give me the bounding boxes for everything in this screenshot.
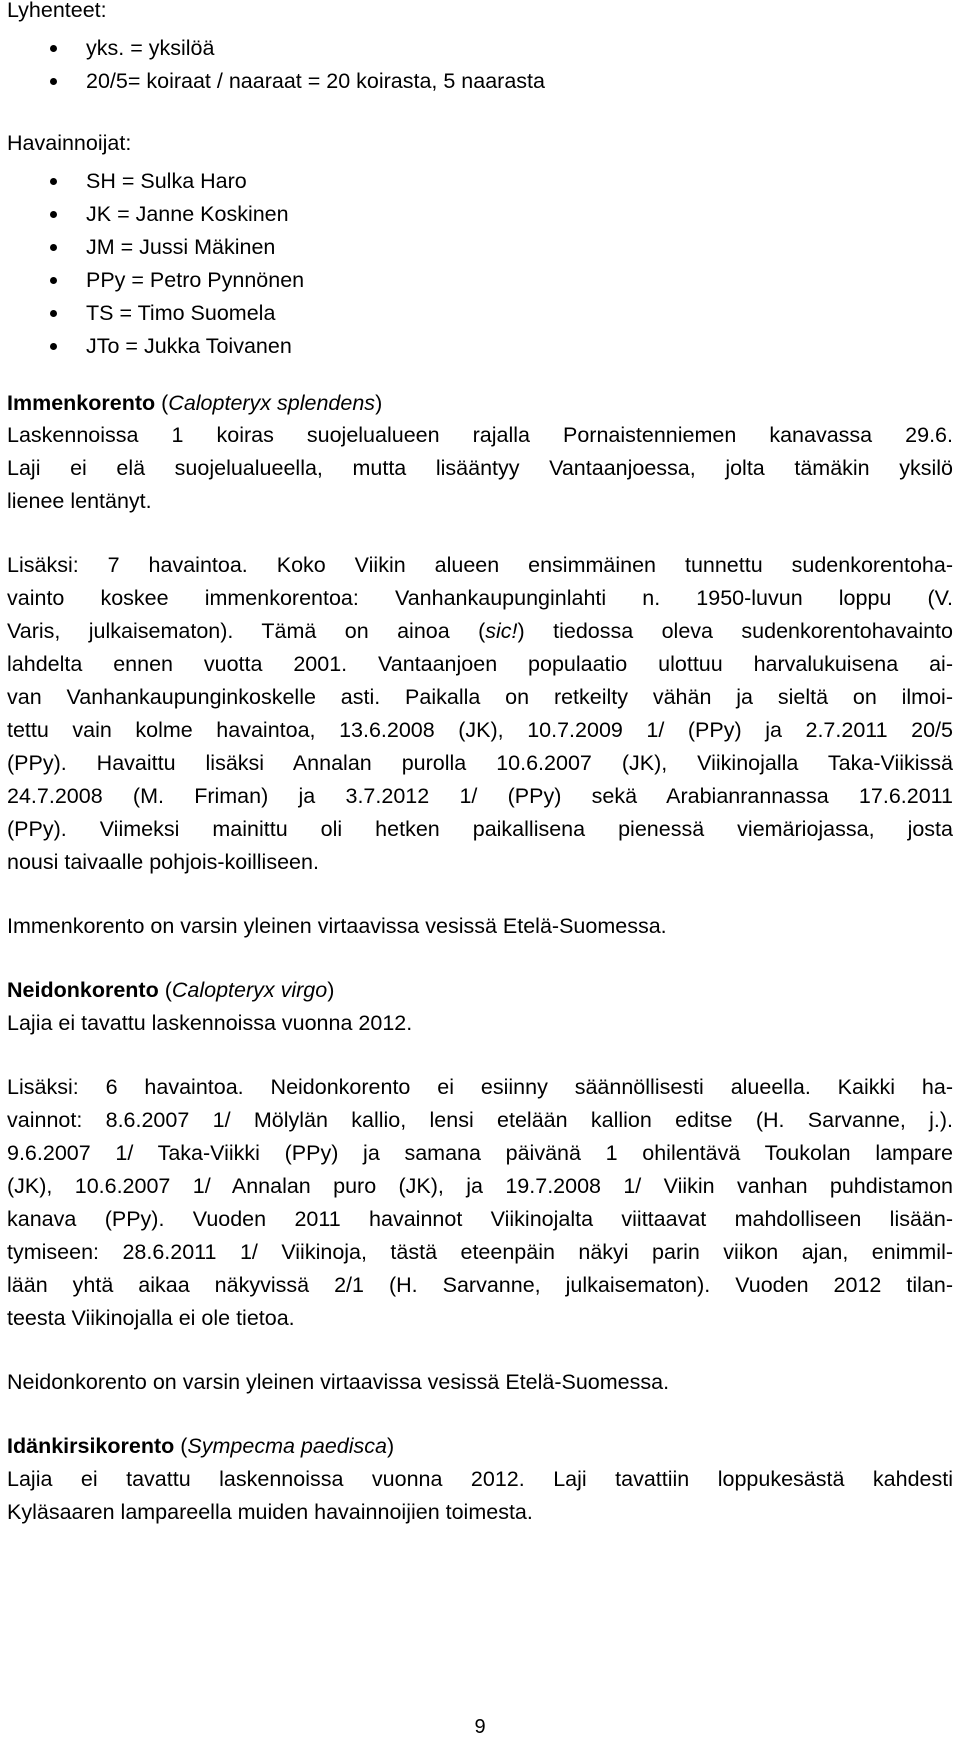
bullet-icon [50,310,57,317]
paragraph-line: kanava (PPy). Vuoden 2011 havainnot Viikinojalta viittaavat mahdolliseen lisään- [7,1207,953,1231]
sic-note: sic! [485,619,518,643]
abbreviations-heading: Lyhenteet: [7,0,107,22]
species-latin-name: Calopteryx virgo [171,978,328,1002]
summary-line: Immenkorento on varsin yleinen virtaavissa vesissä Etelä-Suomessa. [7,914,667,938]
paragraph-line: vainnot: 8.6.2007 1/ Mölylän kallio, lensi etelään kallion editse (H. Sarvanne, j.). [7,1108,953,1132]
abbreviation-item: 20/5= koiraat / naaraat = 20 koirasta, 5 naarasta [86,69,545,93]
paragraph-line: tymiseen: 28.6.2011 1/ Viikinoja, tästä eteenpäin näkyi parin viikon ajan, enimmil- [7,1240,953,1264]
observer-item: TS = Timo Suomela [86,301,276,325]
species-name: Idänkirsikorento [7,1434,175,1458]
paragraph-line: Lajia ei tavattu laskennoissa vuonna 2012. Laji tavattiin loppukesästä kahdesti [7,1467,953,1491]
bullet-icon [50,244,57,251]
bullet-icon [50,178,57,185]
paragraph-line: lään yhtä aikaa näkyvissä 2/1 (H. Sarvanne, julkaisematon). Vuoden 2012 tilan- [7,1273,953,1297]
bullet-icon [50,343,57,350]
paragraph-line: vainto koskee immenkorentoa: Vanhankaupunginlahti n. 1950-luvun loppu (V. [7,586,953,610]
species-latin-name: Sympecma paedisca [187,1434,387,1458]
bullet-icon [50,277,57,284]
observer-item: SH = Sulka Haro [86,169,247,193]
observer-item: PPy = Petro Pynnönen [86,268,305,292]
species-heading: Immenkorento (Calopteryx splendens) [7,391,383,415]
paragraph-line: Lajia ei tavattu laskennoissa vuonna 2012. [7,1011,413,1035]
paragraph-line: van Vanhankaupunginkoskelle asti. Paikalla on retkeilty vähän ja sieltä on ilmoi- [7,685,953,709]
paragraph-line: teesta Viikinojalla ei ole tietoa. [7,1306,295,1330]
paragraph-line: (PPy). Havaittu lisäksi Annalan purolla 10.6.2007 (JK), Viikinojalla Taka-Viikissä [7,751,953,775]
paragraph-line: nousi taivaalle pohjois-koilliseen. [7,850,319,874]
observers-heading: Havainnoijat: [7,131,132,155]
paragraph-line: (PPy). Viimeksi mainittu oli hetken paikallisena pienessä viemäriojassa, josta [7,817,953,841]
paragraph-line: 24.7.2008 (M. Friman) ja 3.7.2012 1/ (PPy) sekä Arabianrannassa 17.6.2011 [7,784,953,808]
species-name: Neidonkorento [7,978,159,1002]
bullet-icon [50,211,57,218]
species-name: Immenkorento [7,391,156,415]
summary-line: Neidonkorento on varsin yleinen virtaavissa vesissä Etelä-Suomessa. [7,1370,670,1394]
bullet-icon [50,45,57,52]
species-heading: Neidonkorento (Calopteryx virgo) [7,978,335,1002]
page-number: 9 [474,1716,486,1738]
paragraph-line: Laskennoissa 1 koiras suojelualueen rajalla Pornaistenniemen kanavassa 29.6. [7,423,953,447]
observer-item: JTo = Jukka Toivanen [86,334,292,358]
paragraph-line: lienee lentänyt. [7,489,152,513]
observer-item: JM = Jussi Mäkinen [86,235,276,259]
paragraph-line: tettu vain kolme havaintoa, 13.6.2008 (JK), 10.7.2009 1/ (PPy) ja 2.7.2011 20/5 [7,718,953,742]
paragraph-line: lahdelta ennen vuotta 2001. Vantaanjoen populaatio ulottuu harvalukuisena ai- [7,652,953,676]
paragraph-line: Kyläsaaren lampareella muiden havainnoijien toimesta. [7,1500,533,1524]
abbreviation-item: yks. = yksilöä [86,36,215,60]
bullet-icon [50,78,57,85]
observer-item: JK = Janne Koskinen [86,202,289,226]
paragraph-line: Lisäksi: 7 havaintoa. Koko Viikin alueen ensimmäinen tunnettu sudenkorentoha- [7,553,953,577]
paragraph-line: Laji ei elä suojelualueella, mutta lisääntyy Vantaanjoessa, jolta tämäkin yksilö [7,456,953,480]
paragraph-line: Lisäksi: 6 havaintoa. Neidonkorento ei esiinny säännöllisesti alueella. Kaikki ha- [7,1075,953,1099]
paragraph-line: (JK), 10.6.2007 1/ Annalan puro (JK), ja 19.7.2008 1/ Viikin vanhan puhdistamon [7,1174,953,1198]
species-heading: Idänkirsikorento (Sympecma paedisca) [7,1434,395,1458]
paragraph-line: 9.6.2007 1/ Taka-Viikki (PPy) ja samana päivänä 1 ohilentävä Toukolan lampare [7,1141,953,1165]
paragraph-line: Varis, julkaisematon). Tämä on ainoa (sic!) tiedossa oleva sudenkorentohavainto [7,619,953,643]
species-latin-name: Calopteryx splendens [168,391,376,415]
